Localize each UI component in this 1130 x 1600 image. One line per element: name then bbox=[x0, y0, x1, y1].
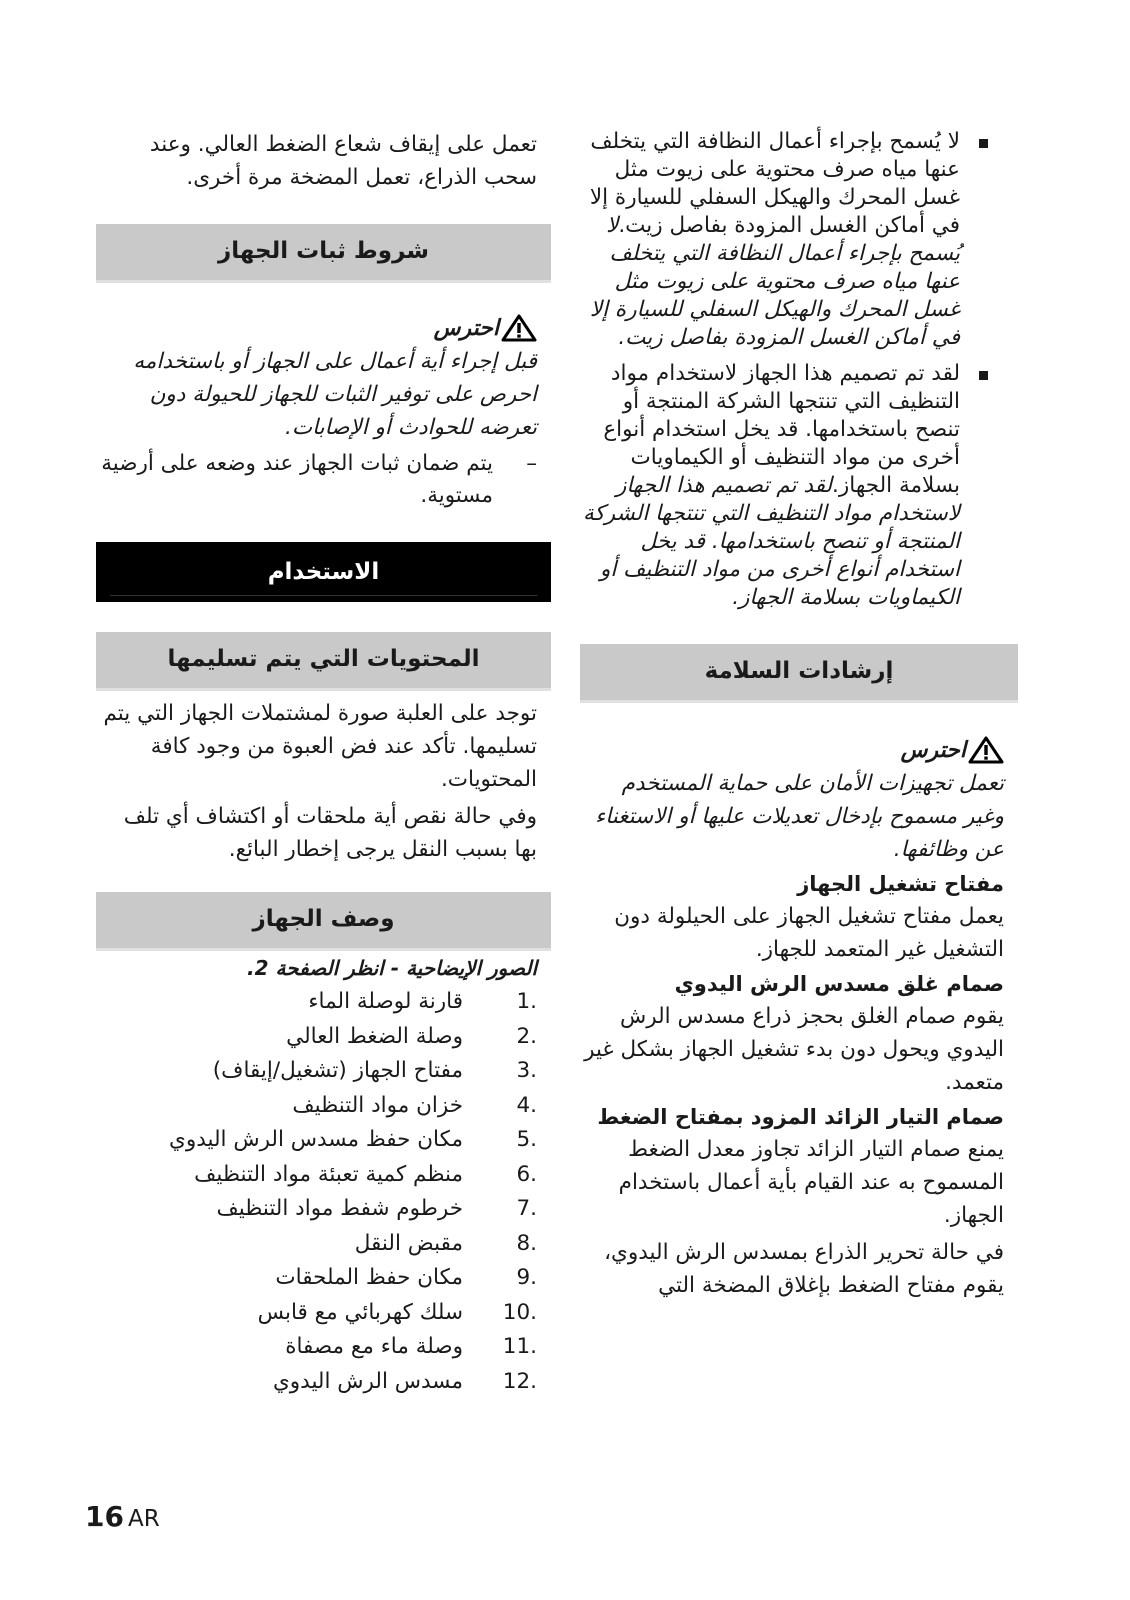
bullet-cleaning-agents bbox=[580, 360, 1018, 612]
usage-heading: الاستخدام bbox=[267, 559, 380, 585]
dash-marker: – bbox=[526, 451, 537, 476]
usage-heading-box bbox=[96, 542, 551, 602]
lock-text: يقوم صمام الغلق بحجز ذراع مسدس الرش اليدوي ويحول دون بدء تشغيل الجهاز بشكل غير متعمد. bbox=[584, 1004, 1004, 1095]
part-number: 9. bbox=[516, 1265, 537, 1290]
part-number: 4. bbox=[516, 1092, 537, 1118]
caution-label: احترس bbox=[433, 315, 499, 341]
parts-list-item bbox=[96, 1192, 551, 1227]
safety-heading: إرشادات السلامة bbox=[704, 658, 894, 684]
caution-label-row bbox=[580, 733, 1018, 767]
page-footer bbox=[85, 1500, 160, 1533]
bullet-text: لا يُسمح بإجراء أعمال النظافة التي يتخلف عنها مياه صرف محتوية على زيوت مثل غسل المحرك والهيكل السفلي للسيارة إلا في أماكن الغسل المزودة بفاصل زيت. bbox=[589, 129, 960, 238]
part-number: 3. bbox=[516, 1058, 537, 1083]
page-number: 16 bbox=[85, 1500, 124, 1533]
part-label: مفتاح الجهاز (تشغيل/إيقاف) bbox=[212, 1058, 463, 1083]
part-number: 11. bbox=[502, 1334, 537, 1359]
left-column bbox=[96, 128, 551, 1399]
parts-list-item bbox=[96, 1158, 551, 1193]
lock-title: صمام غلق مسدس الرش اليدوي bbox=[674, 972, 1004, 996]
bullet-square-icon bbox=[979, 371, 988, 380]
stability-caution-text: قبل إجراء أية أعمال على الجهاز أو باستخدامه احرص على توفير الثبات للجهاز للحيولة دون تعرضه للحوادث أو الإصابات. bbox=[133, 349, 537, 440]
part-number: 2. bbox=[516, 1023, 537, 1049]
part-number: 7. bbox=[516, 1196, 537, 1221]
caution-label-row bbox=[96, 311, 551, 345]
stability-item bbox=[96, 448, 551, 512]
parts-list-item bbox=[96, 1365, 551, 1400]
part-label: مكان حفظ مسدس الرش اليدوي bbox=[168, 1127, 463, 1152]
bullet-square-icon bbox=[979, 139, 988, 148]
stability-heading: شروط ثبات الجهاز bbox=[217, 238, 430, 264]
page-language: AR bbox=[127, 1506, 160, 1532]
right-column bbox=[580, 128, 1018, 1302]
parts-list bbox=[96, 985, 551, 1399]
part-number: 5. bbox=[516, 1127, 537, 1152]
caution-label: احترس bbox=[900, 737, 966, 763]
parts-list-item bbox=[96, 985, 551, 1020]
stability-item-text: يتم ضمان ثبات الجهاز عند وضعه على أرضية مستوية. bbox=[101, 451, 493, 508]
part-label: منظم كمية تعبئة مواد التنظيف bbox=[194, 1161, 463, 1187]
warning-triangle-icon bbox=[968, 736, 1004, 764]
part-label: وصلة الضغط العالي bbox=[286, 1023, 463, 1049]
bullet-text: لقد تم تصميم هذا الجهاز لاستخدام مواد التنظيف التي تنتجها الشركة المنتجة أو تنصح باستخدامها. قد يخل استخدام أنواع أخرى من مواد التنظيف أو الكيماويات بسلامة الجهاز. bbox=[603, 361, 960, 498]
part-label: خرطوم شفط مواد التنظيف bbox=[216, 1196, 463, 1221]
part-number: 10. bbox=[502, 1299, 537, 1325]
parts-list-item bbox=[96, 1054, 551, 1089]
part-number: 8. bbox=[516, 1230, 537, 1256]
part-label: سلك كهربائي مع قابس bbox=[257, 1299, 463, 1325]
parts-list-item bbox=[96, 1020, 551, 1055]
parts-list-item bbox=[96, 1123, 551, 1158]
parts-list-item bbox=[96, 1227, 551, 1262]
description-heading-box bbox=[96, 892, 551, 951]
part-number: 1. bbox=[516, 989, 537, 1014]
contents-heading: المحتويات التي يتم تسليمها bbox=[167, 646, 480, 672]
intro-text: تعمل على إيقاف شعاع الضغط العالي. وعند سحب الذراع، تعمل المضخة مرة أخرى. bbox=[149, 132, 537, 190]
contents-heading-box bbox=[96, 632, 551, 691]
safety-caution-text: تعمل تجهيزات الأمان على حماية المستخدم وغير مسموح بإدخال تعديلات عليها أو الاستغناء عن وظائفها. bbox=[595, 771, 1004, 862]
switch-title: مفتاح تشغيل الجهاز bbox=[797, 872, 1004, 896]
parts-list-item bbox=[96, 1261, 551, 1296]
part-label: خزان مواد التنظيف bbox=[292, 1092, 463, 1118]
part-label: مسدس الرش اليدوي bbox=[272, 1368, 463, 1394]
bullet-oily-wastewater bbox=[580, 128, 1018, 352]
contents-text-1: توجد على العلبة صورة لمشتملات الجهاز التي يتم تسليمها. تأكد عند فض العبوة من وجود كافة المحتويات. bbox=[103, 701, 537, 792]
part-label: قارنة لوصلة الماء bbox=[308, 989, 463, 1014]
parts-list-item bbox=[96, 1330, 551, 1365]
part-label: وصلة ماء مع مصفاة bbox=[285, 1334, 463, 1359]
overflow-title: صمام التيار الزائد المزود بمفتاح الضغط bbox=[597, 1105, 1004, 1129]
part-number: 12. bbox=[502, 1368, 537, 1394]
switch-text: يعمل مفتاح تشغيل الجهاز على الحيلولة دون التشغيل غير المتعمد للجهاز. bbox=[614, 904, 1004, 962]
figures-note: الصور الإيضاحية - انظر الصفحة 2. bbox=[246, 956, 537, 980]
bullet-text-italic: لقد تم تصميم هذا الجهاز لاستخدام مواد التنظيف التي تنتجها الشركة المنتجة أو تنصح باستخدامها. قد يخل استخدام أنواع أخرى من مواد التنظيف أو الكيماويات بسلامة الجهاز. bbox=[583, 473, 960, 610]
warning-triangle-icon bbox=[501, 314, 537, 342]
part-number: 6. bbox=[516, 1161, 537, 1187]
overflow-text-2: في حالة تحرير الذراع بمسدس الرش اليدوي، يقوم مفتاح الضغط بإغلاق المضخة التي bbox=[604, 1240, 1004, 1298]
contents-text-2: وفي حالة نقص أية ملحقات أو اكتشاف أي تلف بها بسبب النقل يرجى إخطار البائع. bbox=[123, 804, 537, 862]
part-label: مقبض النقل bbox=[354, 1230, 463, 1256]
bullet-text-italic: لا يُسمح بإجراء أعمال النظافة التي يتخلف عنها مياه صرف محتوية على زيوت مثل غسل المحرك والهيكل السفلي للسيارة إلا في أماكن الغسل المزودة بفاصل زيت. bbox=[589, 213, 960, 350]
description-heading: وصف الجهاز bbox=[252, 906, 395, 932]
safety-heading-box bbox=[580, 644, 1018, 703]
overflow-text-1: يمنع صمام التيار الزائد تجاوز معدل الضغط المسموح به عند القيام بأية أعمال باستخدام الجهاز. bbox=[618, 1137, 1004, 1228]
stability-heading-box bbox=[96, 224, 551, 283]
parts-list-item bbox=[96, 1296, 551, 1331]
part-label: مكان حفظ الملحقات bbox=[275, 1265, 463, 1290]
parts-list-item bbox=[96, 1089, 551, 1124]
